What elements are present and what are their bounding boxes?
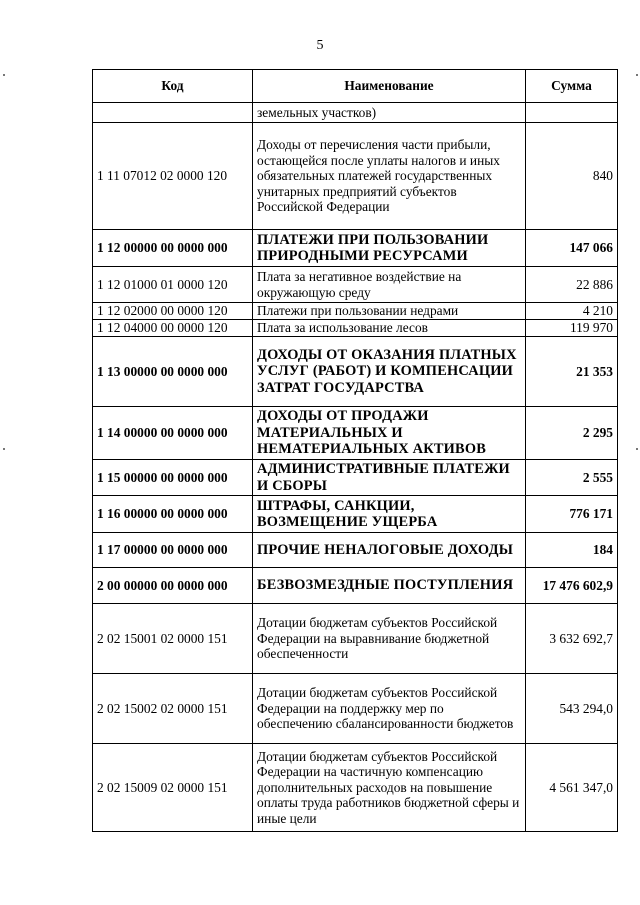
row-code: 1 16 00000 00 0000 000: [93, 496, 253, 533]
row-name: ПРОЧИЕ НЕНАЛОГОВЫЕ ДОХОДЫ: [253, 533, 526, 568]
row-code: 1 13 00000 00 0000 000: [93, 337, 253, 407]
row-code: 1 12 01000 01 0000 120: [93, 267, 253, 303]
row-sum: 184: [526, 533, 618, 568]
row-code: 2 00 00000 00 0000 000: [93, 568, 253, 604]
table-row: [93, 533, 618, 568]
scan-speck: [636, 74, 638, 76]
row-code: 2 02 15002 02 0000 151: [93, 674, 253, 744]
row-name: БЕЗВОЗМЕЗДНЫЕ ПОСТУПЛЕНИЯ: [253, 568, 526, 604]
row-sum: 21 353: [526, 337, 618, 407]
row-name: Платежи при пользовании недрами: [253, 303, 526, 320]
table-row: [93, 496, 618, 533]
table-row: [93, 267, 618, 303]
row-name: АДМИНИСТРАТИВНЫЕ ПЛАТЕЖИ И СБОРЫ: [253, 460, 526, 496]
row-sum: 4 561 347,0: [526, 744, 618, 832]
row-sum: 3 632 692,7: [526, 604, 618, 674]
row-code: 1 12 00000 00 0000 000: [93, 230, 253, 267]
row-sum: 22 886: [526, 267, 618, 303]
row-sum: 840: [526, 123, 618, 230]
header-code: Код: [93, 70, 253, 103]
row-code: 2 02 15001 02 0000 151: [93, 604, 253, 674]
table-row: [93, 407, 618, 460]
row-sum: 2 295: [526, 407, 618, 460]
row-sum: 2 555: [526, 460, 618, 496]
row-name: ПЛАТЕЖИ ПРИ ПОЛЬЗОВАНИИ ПРИРОДНЫМИ РЕСУРСАМИ: [253, 230, 526, 267]
row-sum: 147 066: [526, 230, 618, 267]
table-row: [93, 123, 618, 230]
revenue-table: [92, 69, 618, 832]
row-code: 1 14 00000 00 0000 000: [93, 407, 253, 460]
row-code: 1 17 00000 00 0000 000: [93, 533, 253, 568]
row-sum: 119 970: [526, 320, 618, 337]
row-code: [93, 103, 253, 123]
row-code: 1 12 02000 00 0000 120: [93, 303, 253, 320]
row-name: Плата за негативное воздействие на окружающую среду: [253, 267, 526, 303]
header-name: Наименование: [253, 70, 526, 103]
scan-speck: [3, 448, 5, 450]
table-row: [93, 230, 618, 267]
row-sum: [526, 103, 618, 123]
row-code: 1 11 07012 02 0000 120: [93, 123, 253, 230]
row-sum: 4 210: [526, 303, 618, 320]
scan-speck: [636, 448, 638, 450]
table-row: [93, 604, 618, 674]
table-row: [93, 337, 618, 407]
row-sum: 17 476 602,9: [526, 568, 618, 604]
table-header-row: [93, 70, 618, 103]
table-row: [93, 674, 618, 744]
row-name: Дотации бюджетам субъектов Российской Федерации на поддержку мер по обеспечению сбалансированности бюджетов: [253, 674, 526, 744]
row-name: ДОХОДЫ ОТ ОКАЗАНИЯ ПЛАТНЫХ УСЛУГ (РАБОТ) И КОМПЕНСАЦИИ ЗАТРАТ ГОСУДАРСТВА: [253, 337, 526, 407]
table-row: [93, 303, 618, 320]
table-row: [93, 744, 618, 832]
row-name: ДОХОДЫ ОТ ПРОДАЖИ МАТЕРИАЛЬНЫХ И НЕМАТЕРИАЛЬНЫХ АКТИВОВ: [253, 407, 526, 460]
row-code: 1 15 00000 00 0000 000: [93, 460, 253, 496]
row-name: Дотации бюджетам субъектов Российской Федерации на выравнивание бюджетной обеспеченности: [253, 604, 526, 674]
scan-speck: [3, 74, 5, 76]
row-name: Доходы от перечисления части прибыли, остающейся после уплаты налогов и иных обязательных платежей государственных унитарных предприятий субъектов Российской Федерации: [253, 123, 526, 230]
table-row: [93, 320, 618, 337]
row-code: 1 12 04000 00 0000 120: [93, 320, 253, 337]
table-row: [93, 103, 618, 123]
row-sum: 776 171: [526, 496, 618, 533]
row-name: Дотации бюджетам субъектов Российской Федерации на частичную компенсацию дополнительных расходов на повышение оплаты труда работников бюджетной сферы и иные цели: [253, 744, 526, 832]
page-number: 5: [316, 38, 324, 53]
row-name: земельных участков): [253, 103, 526, 123]
table-row: [93, 568, 618, 604]
header-sum: Сумма: [526, 70, 618, 103]
row-name: Плата за использование лесов: [253, 320, 526, 337]
row-sum: 543 294,0: [526, 674, 618, 744]
table-row: [93, 460, 618, 496]
row-name: ШТРАФЫ, САНКЦИИ, ВОЗМЕЩЕНИЕ УЩЕРБА: [253, 496, 526, 533]
row-code: 2 02 15009 02 0000 151: [93, 744, 253, 832]
